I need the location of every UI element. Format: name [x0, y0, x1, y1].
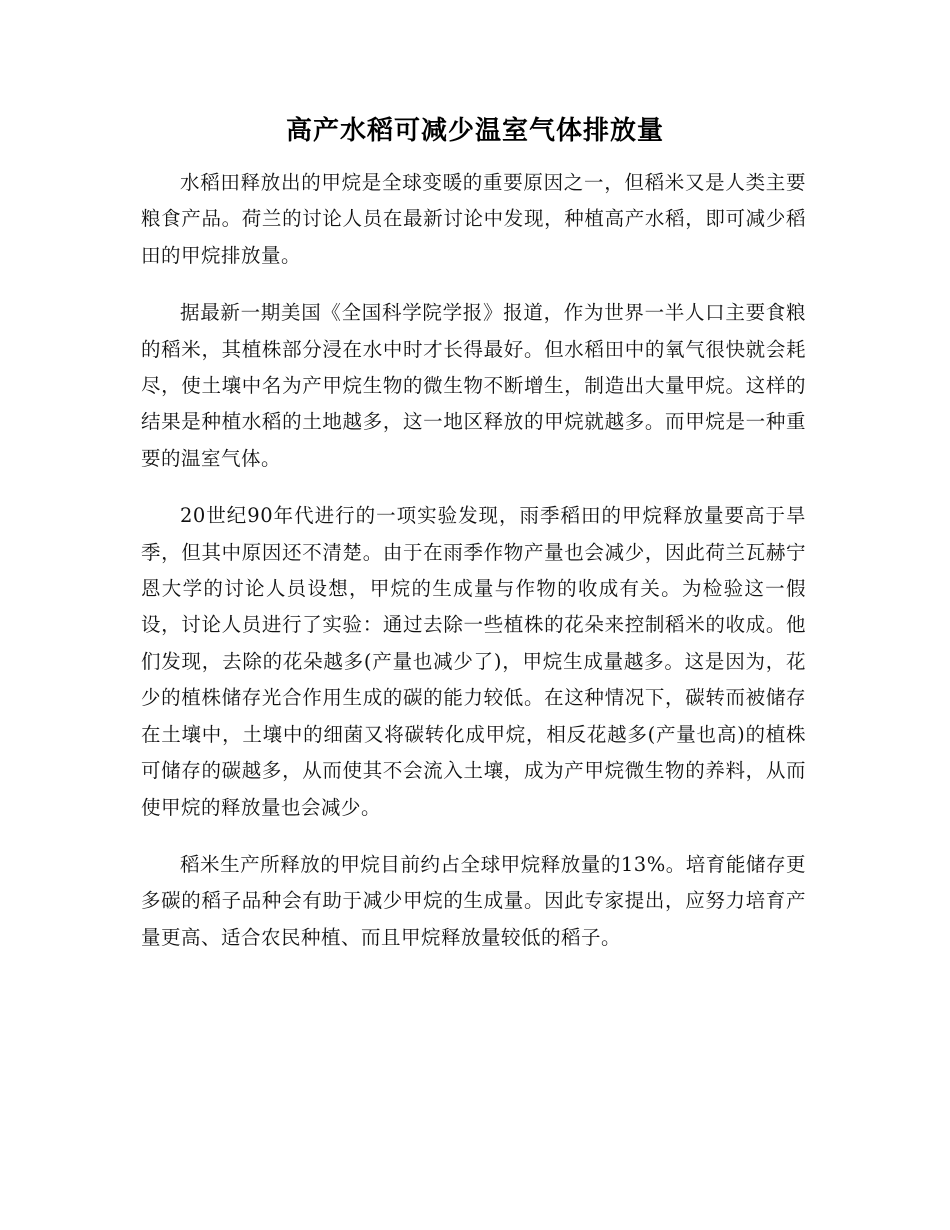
paragraph-3: 20世纪90年代进行的一项实验发现，雨季稻田的甲烷释放量要高于旱季，但其中原因还不清楚。由于在雨季作物产量也会减少，因此荷兰瓦赫宁恩大学的讨论人员设想，甲烷的生成量与作物的收成有关。为检验这一假设，讨论人员进行了实验：通过去除一些植株的花朵来控制稻米的收成。他们发现，去除的花朵越多(产量也减少了)，甲烷生成量越多。这是因为，花少的植株储存光合作用生成的碳的能力较低。在这种情况下，碳转而被储存在土壤中，土壤中的细菌又将碳转化成甲烷，相反花越多(产量也高)的植株可储存的碳越多，从而使其不会流入土壤，成为产甲烷微生物的养料，从而使甲烷的释放量也会减少。	[141, 504, 806, 819]
paragraph-1: 水稻田释放出的甲烷是全球变暖的重要原因之一，但稻米又是人类主要粮食产品。荷兰的讨论人员在最新讨论中发现，种植高产水稻，即可减少稻田的甲烷排放量。	[141, 171, 806, 267]
document-body	[141, 165, 806, 977]
document-title: 高产水稻可减少温室气体排放量	[285, 116, 664, 146]
paragraph-4: 稻米生产所释放的甲烷目前约占全球甲烷释放量的13%。培育能储存更多碳的稻子品种会有助于减少甲烷的生成量。因此专家提出，应努力培育产量更高、适合农民种植、而且甲烷释放量较低的稻子。	[141, 852, 806, 949]
paragraph-2: 据最新一期美国《全国科学院学报》报道，作为世界一半人口主要食粮的稻米，其植株部分浸在水中时才长得最好。但水稻田中的氧气很快就会耗尽，使土壤中名为产甲烷生物的微生物不断增生，制造出大量甲烷。这样的结果是种植水稻的土地越多，这一地区释放的甲烷就越多。而甲烷是一种重要的温室气体。	[141, 301, 806, 470]
